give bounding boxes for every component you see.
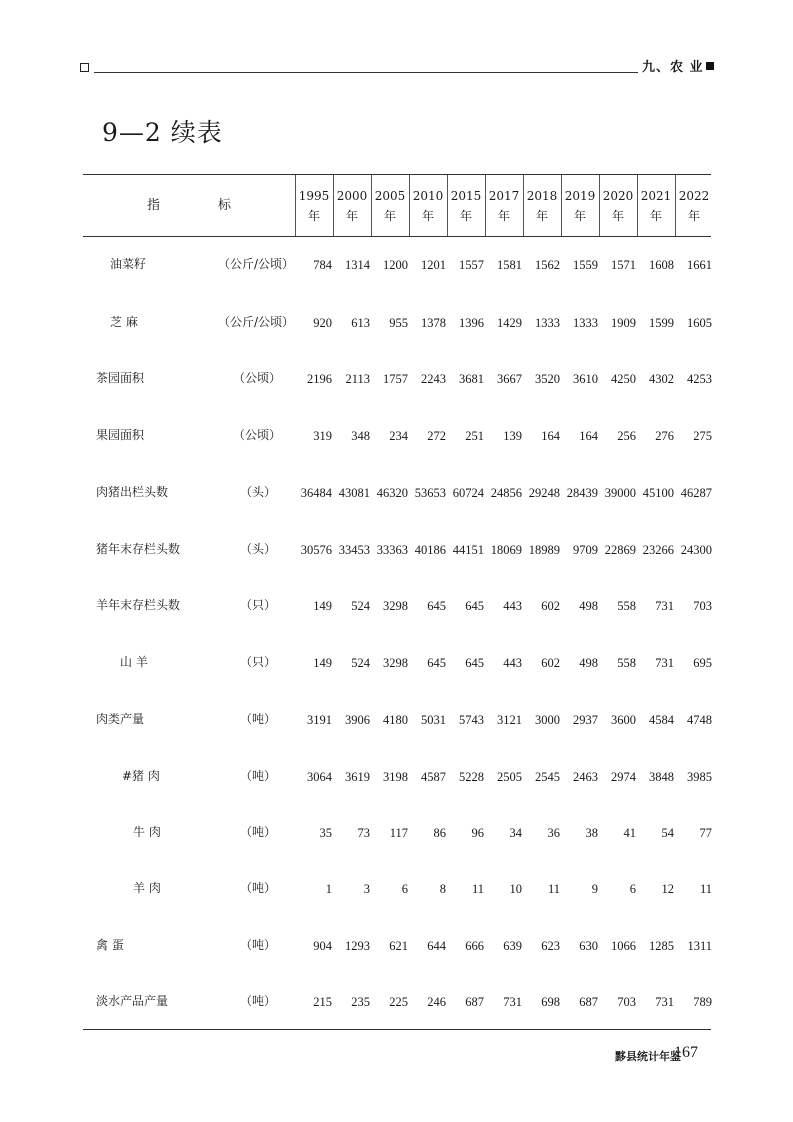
table-cell: 348 <box>351 429 370 443</box>
table-cell: 54 <box>661 826 674 840</box>
table-cell: 5228 <box>459 770 484 784</box>
table-cell: 789 <box>693 995 712 1009</box>
table-cell: 2974 <box>611 770 636 784</box>
table-cell: 3064 <box>307 770 332 784</box>
table-cell: 1429 <box>497 316 522 330</box>
row-unit: （吨） <box>240 938 277 952</box>
table-cell: 46287 <box>680 486 712 500</box>
table-cell: 731 <box>503 995 522 1009</box>
table-cell: 1396 <box>459 316 484 330</box>
table-header-rule <box>83 236 711 237</box>
table-cell: 3600 <box>611 713 636 727</box>
year-header-value: 2019 <box>564 189 596 203</box>
row-label: 羊 肉 <box>133 881 161 895</box>
table-cell: 36 <box>547 826 560 840</box>
table-cell: 149 <box>313 656 332 670</box>
year-header-suffix: 年 <box>649 209 662 223</box>
table-cell: 2545 <box>535 770 560 784</box>
table-cell: 4180 <box>383 713 408 727</box>
year-header <box>371 186 409 226</box>
row-label: 芝 麻 <box>110 315 138 329</box>
table-cell: 246 <box>427 995 446 1009</box>
year-header <box>561 186 599 226</box>
table-cell: 695 <box>693 656 712 670</box>
year-header-suffix: 年 <box>535 209 548 223</box>
table-cell: 3121 <box>497 713 522 727</box>
table-cell: 1293 <box>345 939 370 953</box>
table-cell: 11 <box>547 882 560 896</box>
row-unit: （头） <box>240 485 277 499</box>
table-cell: 1557 <box>459 258 484 272</box>
table-bottom-rule <box>83 1029 711 1030</box>
table-cell: 12 <box>661 882 674 896</box>
table-cell: 731 <box>655 995 674 1009</box>
table-cell: 96 <box>471 826 484 840</box>
table-cell: 40186 <box>414 543 446 557</box>
table-cell: 558 <box>617 599 636 613</box>
table-cell: 955 <box>389 316 408 330</box>
table-cell: 44151 <box>452 543 484 557</box>
table-cell: 3 <box>363 882 370 896</box>
table-cell: 22869 <box>604 543 636 557</box>
table-cell: 60724 <box>452 486 484 500</box>
table-cell: 4587 <box>421 770 446 784</box>
year-header-suffix: 年 <box>345 209 358 223</box>
row-unit: （吨） <box>240 769 277 783</box>
table-cell: 1661 <box>687 258 712 272</box>
table-cell: 11 <box>471 882 484 896</box>
table-cell: 38 <box>585 826 598 840</box>
table-cell: 443 <box>503 656 522 670</box>
table-cell: 4584 <box>649 713 674 727</box>
table-cell: 2937 <box>573 713 598 727</box>
table-cell: 904 <box>313 939 332 953</box>
year-header <box>485 186 523 226</box>
table-cell: 34 <box>509 826 522 840</box>
row-label: 禽 蛋 <box>96 938 124 952</box>
table-cell: 1571 <box>611 258 636 272</box>
table-cell: 645 <box>465 599 484 613</box>
row-label: 牛 肉 <box>133 825 161 839</box>
row-unit: （公斤/公顷） <box>218 257 295 271</box>
table-cell: 1333 <box>535 316 560 330</box>
year-header-value: 2015 <box>450 189 482 203</box>
year-header-value: 1995 <box>298 189 330 203</box>
table-cell: 1909 <box>611 316 636 330</box>
table-cell: 18069 <box>490 543 522 557</box>
row-label: 肉类产量 <box>96 712 145 726</box>
table-cell: 5743 <box>459 713 484 727</box>
section-header <box>642 60 714 76</box>
table-cell: 9 <box>591 882 598 896</box>
table-cell: 4253 <box>687 372 712 386</box>
table-cell: 2505 <box>497 770 522 784</box>
table-cell: 703 <box>693 599 712 613</box>
table-cell: 29248 <box>528 486 560 500</box>
table-cell: 698 <box>541 995 560 1009</box>
table-cell: 4748 <box>687 713 712 727</box>
table-cell: 3198 <box>383 770 408 784</box>
row-unit: （只） <box>240 598 277 612</box>
table-cell: 53653 <box>414 486 446 500</box>
table-cell: 443 <box>503 599 522 613</box>
table-cell: 23266 <box>642 543 674 557</box>
year-header-suffix: 年 <box>307 209 320 223</box>
table-cell: 2196 <box>307 372 332 386</box>
table-cell: 5031 <box>421 713 446 727</box>
row-unit: （公斤/公顷） <box>218 315 295 329</box>
table-cell: 2113 <box>345 372 370 386</box>
year-header <box>409 186 447 226</box>
row-unit: （吨） <box>240 825 277 839</box>
table-cell: 319 <box>313 429 332 443</box>
table-cell: 3985 <box>687 770 712 784</box>
table-cell: 3619 <box>345 770 370 784</box>
table-cell: 28439 <box>566 486 598 500</box>
table-cell: 3520 <box>535 372 560 386</box>
indicator-head-right: 标 <box>218 198 232 213</box>
table-cell: 35 <box>319 826 332 840</box>
table-cell: 215 <box>313 995 332 1009</box>
table-cell: 3610 <box>573 372 598 386</box>
table-top-rule <box>83 174 711 175</box>
table-cell: 24300 <box>680 543 712 557</box>
year-header-suffix: 年 <box>497 209 510 223</box>
year-header <box>599 186 637 226</box>
row-unit: （头） <box>240 542 277 556</box>
table-cell: 251 <box>465 429 484 443</box>
table-cell: 117 <box>389 826 408 840</box>
table-cell: 164 <box>541 429 560 443</box>
table-cell: 1 <box>325 882 332 896</box>
table-cell: 10 <box>509 882 522 896</box>
year-header-value: 2021 <box>640 189 672 203</box>
table-cell: 1559 <box>573 258 598 272</box>
table-cell: 2463 <box>573 770 598 784</box>
table-cell: 225 <box>389 995 408 1009</box>
year-header <box>295 186 333 226</box>
year-header <box>333 186 371 226</box>
section-title: 九、农 业 <box>642 60 704 75</box>
table-cell: 623 <box>541 939 560 953</box>
table-cell: 558 <box>617 656 636 670</box>
table-cell: 1378 <box>421 316 446 330</box>
table-cell: 920 <box>313 316 332 330</box>
table-cell: 3191 <box>307 713 332 727</box>
year-header-value: 2017 <box>488 189 520 203</box>
row-label: 油菜籽 <box>110 257 147 271</box>
table-cell: 1599 <box>649 316 674 330</box>
table-cell: 3298 <box>383 656 408 670</box>
table-cell: 703 <box>617 995 636 1009</box>
year-header-suffix: 年 <box>687 209 700 223</box>
table-cell: 498 <box>579 656 598 670</box>
table-cell: 164 <box>579 429 598 443</box>
table-cell: 644 <box>427 939 446 953</box>
row-unit: （吨） <box>240 881 277 895</box>
table-cell: 139 <box>503 429 522 443</box>
table-cell: 276 <box>655 429 674 443</box>
header-rule <box>94 72 638 73</box>
year-header-value: 2020 <box>602 189 634 203</box>
row-unit: （吨） <box>240 712 277 726</box>
year-header-suffix: 年 <box>383 209 396 223</box>
row-label: #猪 肉 <box>122 769 160 783</box>
year-header-suffix: 年 <box>421 209 434 223</box>
table-cell: 3681 <box>459 372 484 386</box>
row-label: 猪年末存栏头数 <box>96 542 181 556</box>
table-cell: 6 <box>629 882 636 896</box>
table-cell: 666 <box>465 939 484 953</box>
table-cell: 524 <box>351 599 370 613</box>
year-header-suffix: 年 <box>611 209 624 223</box>
table-cell: 3000 <box>535 713 560 727</box>
table-cell: 602 <box>541 656 560 670</box>
table-cell: 41 <box>623 826 636 840</box>
table-cell: 4302 <box>649 372 674 386</box>
table-cell: 1311 <box>687 939 712 953</box>
table-cell: 256 <box>617 429 636 443</box>
table-cell: 613 <box>351 316 370 330</box>
table-cell: 630 <box>579 939 598 953</box>
row-label: 山 羊 <box>120 655 148 669</box>
row-label: 羊年末存栏头数 <box>96 598 181 612</box>
row-label: 果园面积 <box>96 428 145 442</box>
year-header-suffix: 年 <box>459 209 472 223</box>
table-cell: 235 <box>351 995 370 1009</box>
table-cell: 4250 <box>611 372 636 386</box>
year-header <box>675 186 713 226</box>
table-cell: 731 <box>655 599 674 613</box>
table-cell: 1200 <box>383 258 408 272</box>
table-cell: 3848 <box>649 770 674 784</box>
table-cell: 73 <box>357 826 370 840</box>
table-cell: 9709 <box>573 543 598 557</box>
table-cell: 621 <box>389 939 408 953</box>
table-cell: 18989 <box>528 543 560 557</box>
row-unit: （公顷） <box>233 428 282 442</box>
row-unit: （公顷） <box>233 371 282 385</box>
table-cell: 1581 <box>497 258 522 272</box>
header-box-icon <box>80 63 89 72</box>
year-header <box>447 186 485 226</box>
table-cell: 731 <box>655 656 674 670</box>
black-square-icon <box>706 62 714 70</box>
table-cell: 3906 <box>345 713 370 727</box>
table-cell: 39000 <box>604 486 636 500</box>
table-cell: 784 <box>313 258 332 272</box>
table-cell: 43081 <box>338 486 370 500</box>
year-header-suffix: 年 <box>573 209 586 223</box>
table-cell: 3667 <box>497 372 522 386</box>
table-cell: 149 <box>313 599 332 613</box>
table-cell: 498 <box>579 599 598 613</box>
table-cell: 275 <box>693 429 712 443</box>
table-cell: 1757 <box>383 372 408 386</box>
table-cell: 2243 <box>421 372 446 386</box>
table-cell: 11 <box>699 882 712 896</box>
footer-page-number: 167 <box>674 1044 698 1061</box>
table-cell: 1605 <box>687 316 712 330</box>
table-cell: 8 <box>439 882 446 896</box>
row-label: 淡水产品产量 <box>96 994 169 1008</box>
table-cell: 639 <box>503 939 522 953</box>
table-cell: 6 <box>401 882 408 896</box>
table-cell: 1314 <box>345 258 370 272</box>
table-cell: 272 <box>427 429 446 443</box>
table-cell: 33363 <box>376 543 408 557</box>
table-cell: 1608 <box>649 258 674 272</box>
year-header-value: 2010 <box>412 189 444 203</box>
table-cell: 1333 <box>573 316 598 330</box>
table-cell: 1562 <box>535 258 560 272</box>
table-cell: 687 <box>579 995 598 1009</box>
table-cell: 234 <box>389 429 408 443</box>
table-cell: 3298 <box>383 599 408 613</box>
page-title: 9—2 续表 <box>102 118 223 147</box>
year-header-value: 2005 <box>374 189 406 203</box>
table-cell: 645 <box>427 656 446 670</box>
table-cell: 645 <box>465 656 484 670</box>
table-cell: 687 <box>465 995 484 1009</box>
year-header-value: 2018 <box>526 189 558 203</box>
table-cell: 1066 <box>611 939 636 953</box>
table-cell: 1285 <box>649 939 674 953</box>
footer-book-title: 黟县统计年鉴 <box>615 1050 681 1063</box>
table-cell: 77 <box>699 826 712 840</box>
row-label: 茶园面积 <box>96 371 145 385</box>
table-cell: 45100 <box>642 486 674 500</box>
year-header <box>523 186 561 226</box>
table-cell: 645 <box>427 599 446 613</box>
table-cell: 1201 <box>421 258 446 272</box>
table-cell: 33453 <box>338 543 370 557</box>
row-unit: （吨） <box>240 994 277 1008</box>
indicator-head-left: 指 <box>147 198 161 213</box>
row-label: 肉猪出栏头数 <box>96 485 169 499</box>
year-header-value: 2022 <box>678 189 710 203</box>
year-header-value: 2000 <box>336 189 368 203</box>
table-cell: 46320 <box>376 486 408 500</box>
table-cell: 30576 <box>300 543 332 557</box>
table-cell: 24856 <box>490 486 522 500</box>
table-cell: 86 <box>433 826 446 840</box>
row-unit: （只） <box>240 655 277 669</box>
table-cell: 602 <box>541 599 560 613</box>
table-cell: 36484 <box>300 486 332 500</box>
table-cell: 524 <box>351 656 370 670</box>
year-header <box>637 186 675 226</box>
